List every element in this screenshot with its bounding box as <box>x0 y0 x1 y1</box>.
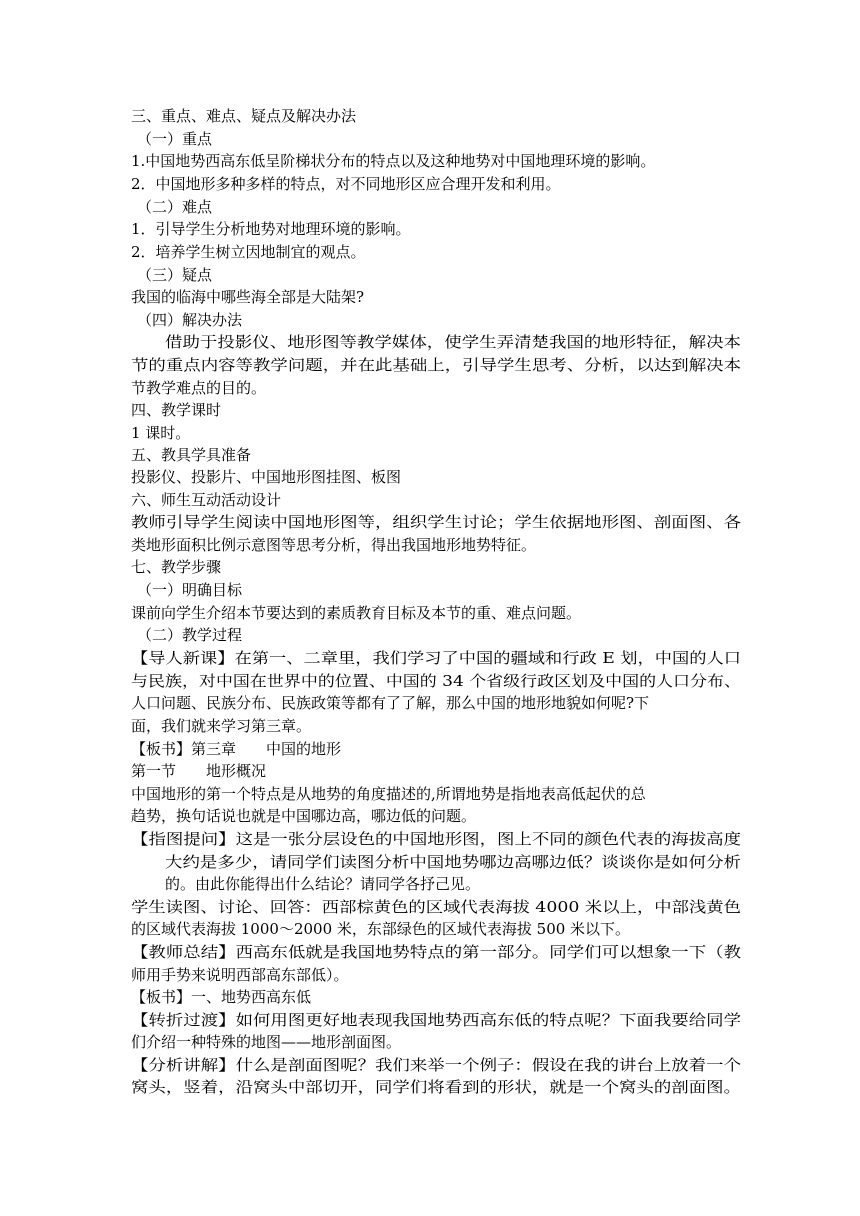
text-line: 1．引导学生分析地势对地理环境的影响。 <box>131 220 411 238</box>
text-line: 五、教具学具准备 <box>131 446 252 464</box>
text-line: 学生读图、讨论、回答：西部棕黄色的区域代表海拔 4000 米以上，中部浅黄色 <box>131 898 741 916</box>
text-line: （一）重点 <box>137 130 213 148</box>
text-line: 投影仪、投影片、中国地形图挂图、板图 <box>131 468 402 486</box>
text-line: （二）难点 <box>137 198 213 216</box>
text-line: 节的重点内容等教学问题，并在此基础上，引导学生思考、分析，以达到解决本 <box>131 356 741 374</box>
text-line: （一）明确目标 <box>137 581 243 599</box>
text-line: 借助于投影仪、地形图等教学媒体，使学生弄清楚我国的地形特征，解决本 <box>165 333 742 351</box>
text-line: 面，我们就来学习第三章。 <box>131 717 312 735</box>
text-line: 1 课时。 <box>131 424 191 442</box>
text-line: 窝头，竖着，沿窝头中部切开，同学们将看到的形状，就是一个窝头的剖面图。 <box>131 1078 741 1096</box>
text-line: 【教师总结】西高东低就是我国地势特点的第一部分。同学们可以想象一下（教 <box>131 943 741 961</box>
text-line: 四、教学课时 <box>131 401 222 419</box>
text-line: 【转折过渡】如何用图更好地表现我国地势西高东低的特点呢？下面我要给同学 <box>131 1011 741 1029</box>
text-line: 课前向学生介绍本节要达到的素质教育目标及本节的重、难点问题。 <box>131 604 582 622</box>
text-line: 第一节 地形概况 <box>131 762 267 780</box>
text-line: 与民族，对中国在世界中的位置、中国的 34 个省级行政区划及中国的人口分布、 <box>131 672 741 690</box>
text-line: 三、重点、难点、疑点及解决办法 <box>131 107 357 125</box>
text-line: 们介绍一种特殊的地图——地形剖面图。 <box>131 1033 402 1051</box>
text-line: 的区域代表海拔 1000～2000 米，东部绿色的区域代表海拔 500 米以下。 <box>131 920 631 938</box>
text-line: 中国地形的第一个特点是从地势的角度描述的,所谓地势是指地表高低起伏的总 <box>131 785 646 803</box>
text-line: 教师引导学生阅读中国地形图等，组织学生讨论；学生依据地形图、剖面图、各 <box>131 513 741 531</box>
text-line: 【指图提问】这是一张分层设色的中国地形图，图上不同的颜色代表的海拔高度 <box>131 830 741 848</box>
text-line: 六、师生互动活动设计 <box>131 491 282 509</box>
text-line: 【板书】第三章 中国的地形 <box>131 740 342 758</box>
text-line: 大约是多少，请同学们读图分析中国地势哪边高哪边低？谈谈你是如何分析 <box>165 853 742 871</box>
text-line: 人口问题、民族分布、民族政策等都有了了解，那么中国的地形地貌如何呢?下 <box>131 694 650 712</box>
text-line: 【板书】一、地势西高东低 <box>131 988 312 1006</box>
text-line: 2．培养学生树立因地制宜的观点。 <box>131 243 366 261</box>
text-line: 1.中国地势西高东低呈阶梯状分布的特点以及这种地势对中国地理环境的影响。 <box>131 152 656 170</box>
text-line: 【分析讲解】什么是剖面图呢？我们来举一个例子：假设在我的讲台上放着一个 <box>131 1056 741 1074</box>
text-line: 类地形面积比例示意图等思考分析，得出我国地形地势特征。 <box>131 536 537 554</box>
text-line: （三）疑点 <box>137 266 213 284</box>
text-line: 的。由此你能得出什么结论？请同学各抒己见。 <box>165 875 481 893</box>
text-line: 节教学难点的目的。 <box>131 379 267 397</box>
text-line: 2．中国地形多种多样的特点，对不同地形区应合理开发和利用。 <box>131 175 561 193</box>
text-line: 师用手势来说明西部高东部低）。 <box>131 966 349 984</box>
text-line: 我国的临海中哪些海全部是大陆架? <box>131 288 365 306</box>
text-line: 【导人新课】在第一、二章里，我们学习了中国的疆域和行政 E 划，中国的人口 <box>131 649 741 667</box>
text-line: 趋势，换句话说也就是中国哪边高，哪边低的问题。 <box>131 807 477 825</box>
text-line: 七、教学步骤 <box>131 558 222 576</box>
text-line: （四）解决办法 <box>137 311 243 329</box>
text-line: （二）教学过程 <box>137 626 243 644</box>
